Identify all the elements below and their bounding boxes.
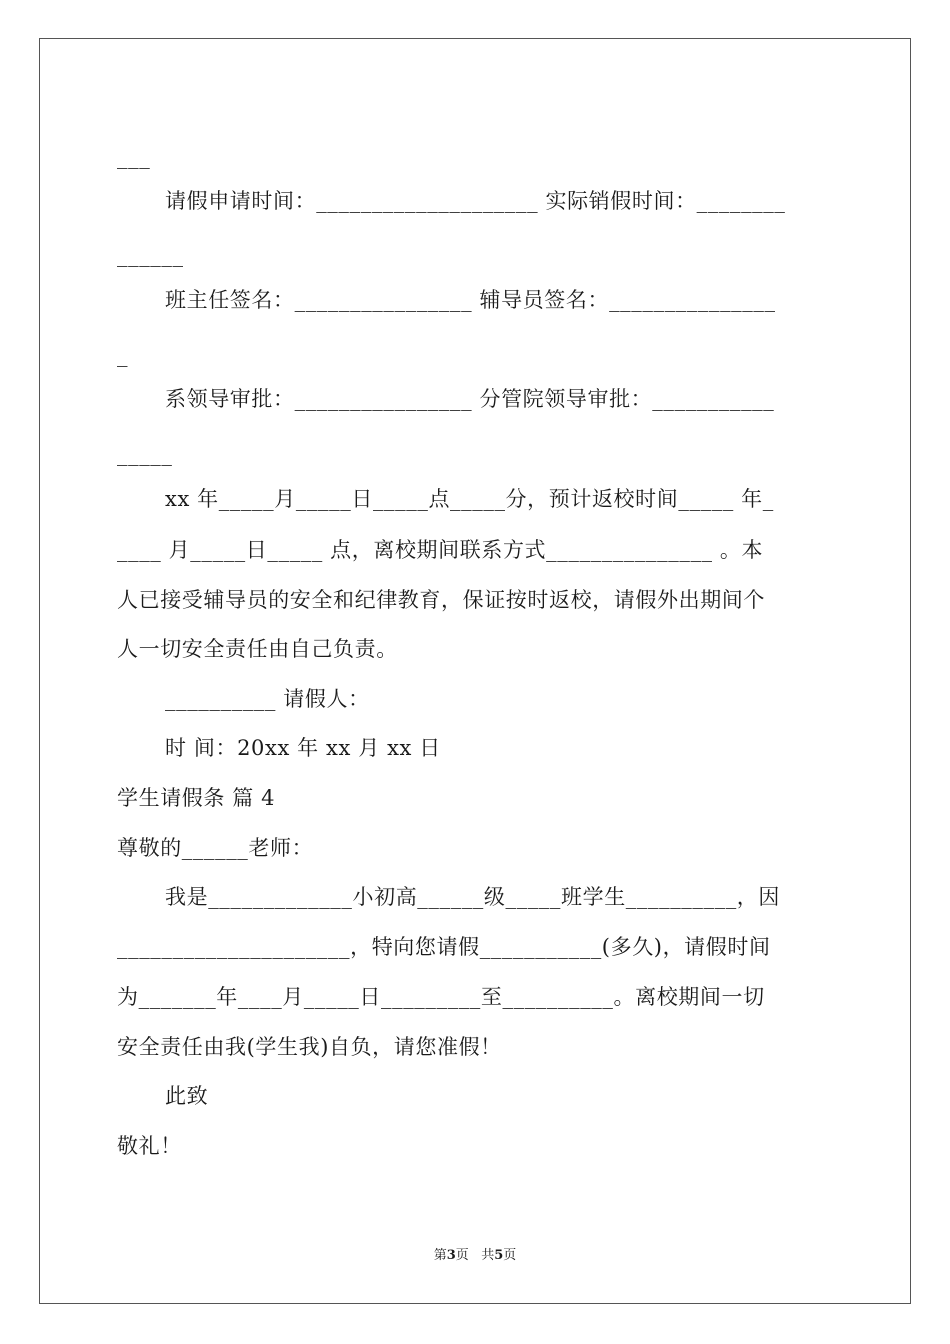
- paragraph-line: 人一切安全责任由自己负责。: [117, 637, 398, 661]
- page-frame: [39, 38, 911, 1304]
- blank-line-continuation: _: [117, 343, 129, 367]
- section-heading: 学生请假条 篇 4: [117, 786, 276, 810]
- leave-datetime-line: xx 年_____月_____日_____点_____分，预计返校时间_____ 年_: [165, 487, 774, 511]
- blank-line-continuation: _____: [117, 442, 173, 466]
- current-page-number: 3: [446, 1248, 456, 1263]
- blank-line-continuation: ___: [117, 145, 151, 169]
- leave-application-time-line: 请假申请时间：____________________ 实际销假时间：________: [165, 189, 786, 213]
- footer-suffix: 页: [503, 1248, 517, 1263]
- footer-middle: 页 共: [455, 1248, 495, 1263]
- paragraph-line: 为_______年____月_____日_________至__________。离校期间一切: [117, 985, 765, 1009]
- date-line: 时 间：20xx 年 xx 月 xx 日: [165, 736, 441, 760]
- total-pages-number: 5: [494, 1248, 504, 1263]
- teacher-signature-line: 班主任签名：________________ 辅导员签名：_______________: [165, 288, 776, 312]
- leader-approval-line: 系领导审批：________________ 分管院领导审批：___________: [165, 387, 775, 411]
- paragraph-line: 人已接受辅导员的安全和纪律教育，保证按时返校，请假外出期间个: [117, 588, 765, 612]
- closing-ci-zhi: 此致: [165, 1084, 209, 1108]
- paragraph-line: _____________________，特向您请假___________(多久)，请假时间: [117, 935, 771, 959]
- applicant-line: __________ 请假人：: [165, 687, 370, 711]
- footer-prefix: 第: [433, 1248, 447, 1263]
- paragraph-line: 我是_____________小初高______级_____班学生__________，因: [165, 885, 780, 909]
- paragraph-line: 安全责任由我(学生我)自负，请您准假！: [117, 1035, 502, 1059]
- salutation: 尊敬的______老师：: [117, 836, 314, 860]
- page-footer: [0, 1247, 950, 1265]
- paragraph-line: ____ 月_____日_____ 点，离校期间联系方式_______________ 。本: [117, 538, 764, 562]
- blank-line-continuation: ______: [117, 243, 184, 267]
- closing-jing-li: 敬礼！: [117, 1134, 182, 1158]
